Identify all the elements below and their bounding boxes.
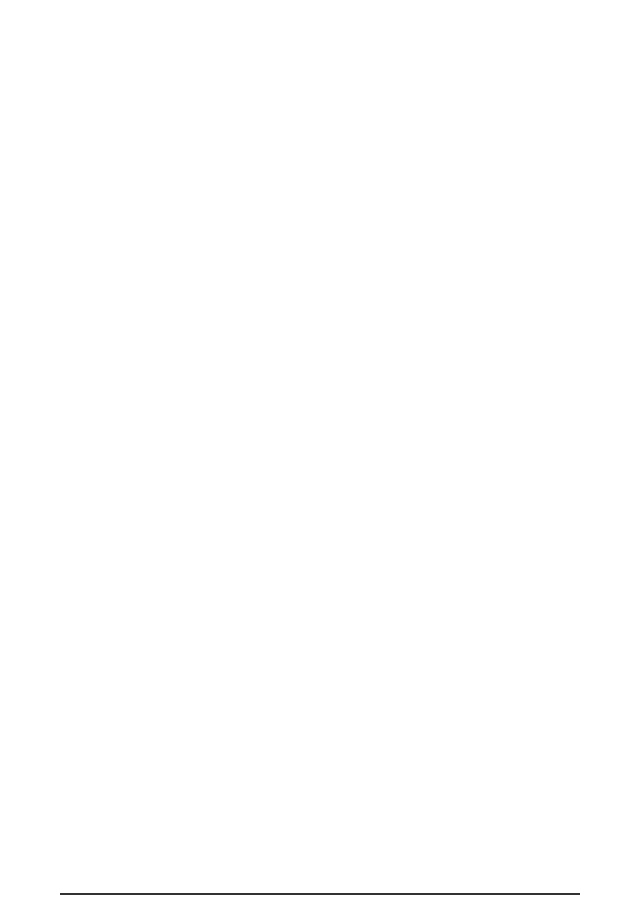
page-bottom-rule <box>60 893 580 895</box>
